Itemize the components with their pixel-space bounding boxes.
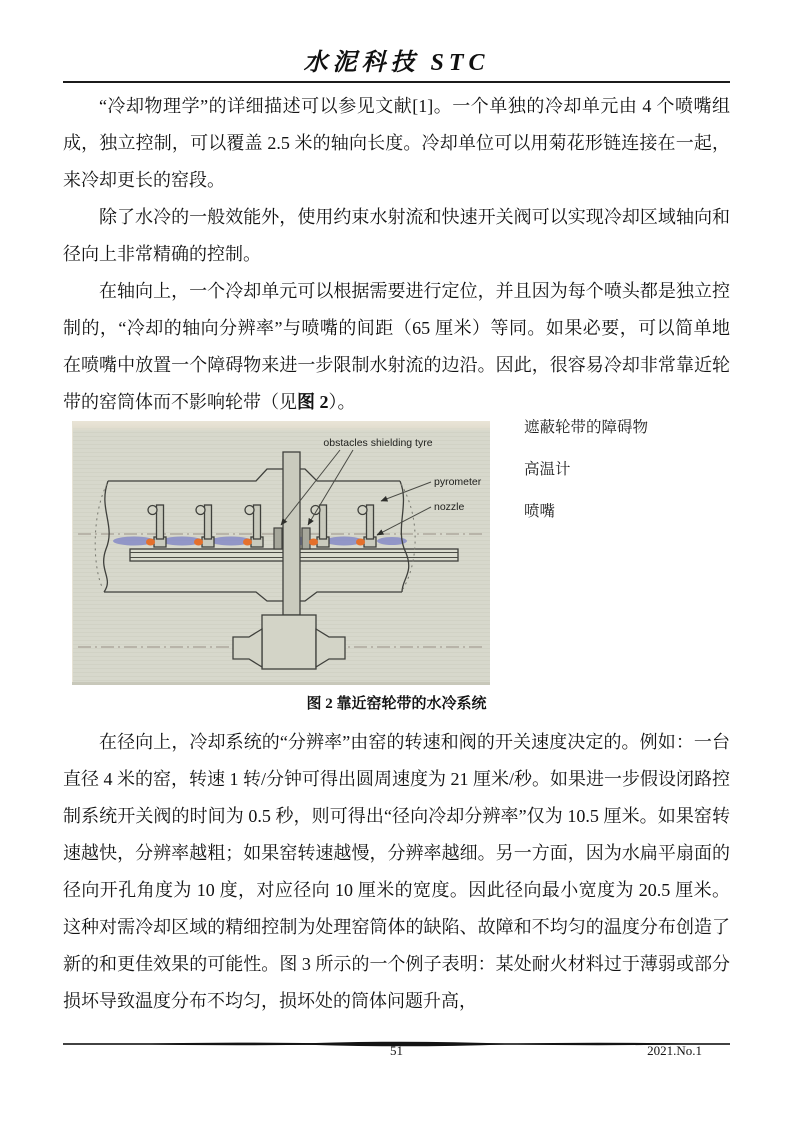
pyrometer-label: pyrometer	[434, 476, 482, 488]
nozzle-tip	[356, 539, 365, 546]
issue-number: 2021.No.1	[647, 1043, 702, 1058]
body-text-top	[63, 88, 730, 421]
journal-title: 水泥科技 STC	[303, 50, 490, 76]
nozzle-tip	[194, 539, 203, 546]
translation-label-obstacles: 遮蔽轮带的障碍物	[524, 419, 649, 436]
obstacle-right	[302, 528, 310, 549]
nozzle-leader	[377, 507, 431, 535]
right-break-line	[400, 481, 409, 592]
kiln-tyre	[283, 452, 300, 615]
obstacles-leader-right	[308, 450, 353, 525]
nozzle-tip	[309, 539, 318, 546]
water-cooling-diagram	[72, 421, 490, 685]
nozzle-unit	[309, 505, 329, 547]
header-rule	[63, 81, 730, 83]
left-break-line	[104, 481, 109, 592]
nozzle-unit	[243, 505, 263, 547]
obstacles-label: obstacles shielding tyre	[323, 437, 433, 449]
page-number: 51	[390, 1043, 403, 1058]
paragraph: “冷却物理学”的详细描述可以参见文献[1]。一个单独的冷却单元由 4 个喷嘴组成，独立控制，可以覆盖 2.5 米的轴向长度。冷却单位可以用菊花形链连接在一起，来冷却更长的窑段。	[63, 96, 730, 190]
diagram-annotations	[281, 437, 482, 535]
obstacle-left	[274, 528, 282, 549]
paragraph: 在径向上，冷却系统的“分辨率”由窑的转速和阀的开关速度决定的。例如：一台直径 4 米的窑，转速 1 转/分钟可得出圆周速度为 21 厘米/秒。如果进一步假设闭路控制系统开关阀的时间为 0.5 秒，则可得出“径向冷却分辨率”仅为 10.5 厘米。如果窑转速越快，分辨率越粗；如果窑转速越慢，分辨率越细。另一方面，因为水扁平扇面的径向开孔角度为 10 度，对应径向 10 厘米的宽度。因此径向最小宽度为 20.5 厘米。这种对需冷却区域的精细控制为处理窑筒体的缺陷、故障和不均匀的温度分布创造了新的和更佳效果的可能性。图 3 所示的一个例子表明：某处耐火材料过于薄弱或部分损坏导致温度分布不均匀，损坏处的筒体问题升高，	[63, 732, 730, 1011]
translation-label-nozzle: 喷嘴	[524, 503, 556, 520]
nozzle-unit	[146, 505, 166, 547]
pyrometer-leader	[381, 482, 431, 501]
body-text-bottom	[63, 724, 730, 1020]
nozzle-tip	[243, 539, 252, 546]
paragraph: 除了水冷的一般效能外，使用约束水射流和快速开关阀可以实现冷却区域轴向和径向上非常精确的控制。	[63, 207, 730, 264]
nozzle-unit	[194, 505, 214, 547]
figure-caption: 图 2 靠近窑轮带的水冷系统	[306, 696, 487, 712]
nozzle-unit	[356, 505, 376, 547]
figure-translation-labels	[524, 420, 724, 546]
paragraph: 在轴向上，一个冷却单元可以根据需要进行定位，并且因为每个喷头都是独立控制的，“冷却的轴向分辨率”与喷嘴的间距（65 厘米）等同。如果必要，可以简单地在喷嘴中放置一个障碍物来进一步限制水射流的边沿。因此，很容易冷却非常靠近轮带的窑筒体而不影响轮带（见图 2）。	[63, 281, 730, 412]
footer-rule	[63, 1035, 730, 1043]
support-roller	[233, 615, 345, 669]
nozzle-label: nozzle	[434, 501, 465, 513]
figure-2-image	[72, 421, 490, 685]
page-footer	[63, 1043, 730, 1061]
translation-label-pyrometer: 高温计	[524, 461, 571, 478]
nozzle-tip	[146, 539, 155, 546]
